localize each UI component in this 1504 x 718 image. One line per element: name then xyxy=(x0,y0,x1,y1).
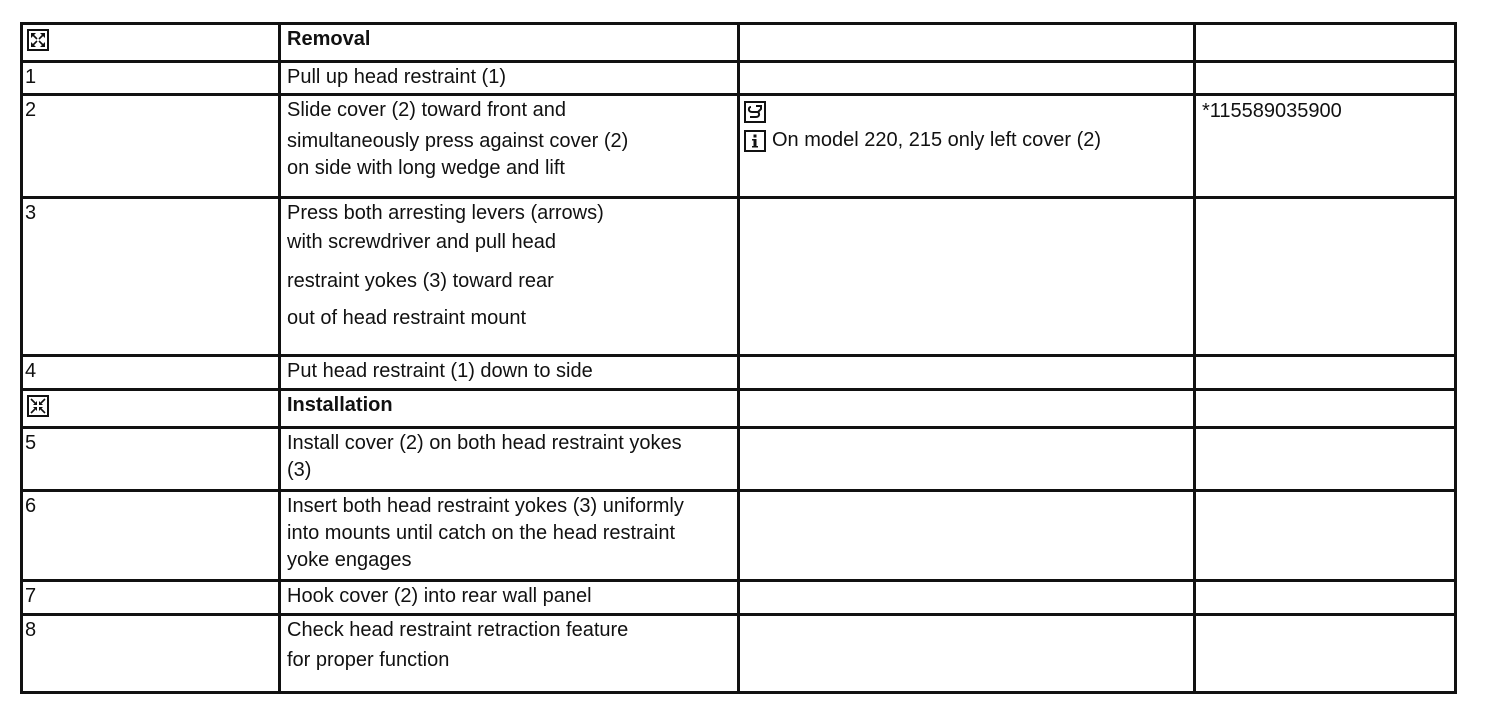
step-text: Insert both head restraint yokes (3) uniformly xyxy=(287,495,684,517)
table-row xyxy=(22,615,1456,693)
step-number: 2 xyxy=(25,99,37,121)
step-text: for proper function xyxy=(287,649,450,671)
step-text: Check head restraint retraction feature xyxy=(287,619,629,641)
section-heading: Installation xyxy=(287,394,393,416)
table-row xyxy=(22,390,1456,428)
step-cell xyxy=(22,390,280,428)
note-text: On model 220, 215 only left cover (2) xyxy=(772,129,1102,151)
part-cell xyxy=(1195,24,1456,62)
step-number: 8 xyxy=(25,619,37,641)
step-number: 5 xyxy=(25,432,37,454)
table-row xyxy=(22,356,1456,390)
step-text: Hook cover (2) into rear wall panel xyxy=(287,585,592,607)
table-row xyxy=(22,62,1456,95)
step-text: Pull up head restraint (1) xyxy=(287,66,507,88)
part-number: *115589035900 xyxy=(1202,100,1342,122)
note-cell xyxy=(739,95,1195,198)
step-text: Put head restraint (1) down to side xyxy=(287,360,593,382)
step-text: with screwdriver and pull head xyxy=(287,231,557,253)
procedure-table xyxy=(20,22,1457,694)
step-number: 7 xyxy=(25,585,37,607)
step-text: simultaneously press against cover (2) xyxy=(287,130,629,152)
step-number: 6 xyxy=(25,495,37,517)
step-number: 1 xyxy=(25,66,37,88)
special-tool-icon xyxy=(744,101,766,123)
table-row xyxy=(22,198,1456,356)
part-cell xyxy=(1195,95,1456,198)
step-text: restraint yokes (3) toward rear xyxy=(287,270,554,292)
step-text: on side with long wedge and lift xyxy=(287,157,565,179)
removal-icon xyxy=(27,29,49,51)
step-text: Press both arresting levers (arrows) xyxy=(287,202,604,224)
step-text: Slide cover (2) toward front and xyxy=(287,99,567,121)
step-text: yoke engages xyxy=(287,549,412,571)
step-text: Install cover (2) on both head restraint yokes xyxy=(287,432,682,454)
note-cell xyxy=(739,24,1195,62)
table-row xyxy=(22,24,1456,62)
section-heading: Removal xyxy=(287,28,371,50)
table-row xyxy=(22,491,1456,581)
step-cell xyxy=(22,24,280,62)
table-row xyxy=(22,428,1456,491)
installation-icon xyxy=(27,395,49,417)
step-number: 3 xyxy=(25,202,37,224)
table-row xyxy=(22,95,1456,198)
step-text: out of head restraint mount xyxy=(287,307,527,329)
step-text: into mounts until catch on the head restraint xyxy=(287,522,676,544)
info-icon xyxy=(744,130,766,152)
table-row xyxy=(22,581,1456,615)
step-text: (3) xyxy=(287,459,312,481)
step-number: 4 xyxy=(25,360,37,382)
step-text-cell xyxy=(280,24,739,62)
